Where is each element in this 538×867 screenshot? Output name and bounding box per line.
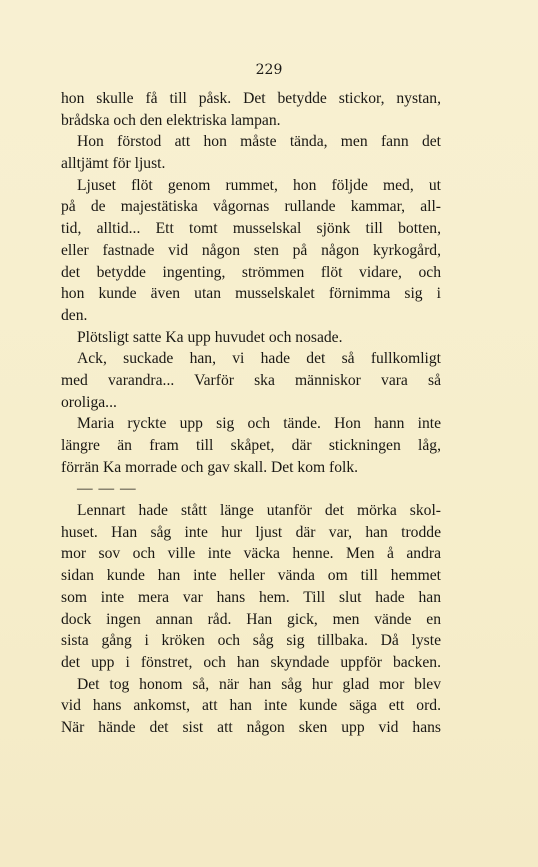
- text-line: längre än fram till skåpet, där stickningen låg,: [61, 437, 441, 454]
- text-line: hon skulle få till påsk. Det betydde stickor, nystan,: [61, 90, 441, 107]
- text-line: den.: [61, 306, 88, 324]
- text-line: oroliga...: [61, 393, 117, 411]
- text-line: eller fastnade vid någon sten på någon kyrkogård,: [61, 241, 441, 259]
- text-line: Maria ryckte upp sig och tände. Hon hann inte: [77, 415, 441, 433]
- text-line: hon kunde även utan musselskalet förnimma sig i: [61, 285, 441, 303]
- text-line: som inte mera var hans hem. Till slut hade han: [61, 588, 441, 606]
- text-line: förrän Ka morrade och gav skall. Det kom folk.: [61, 458, 359, 476]
- text-line: alltjämt för ljust.: [61, 155, 166, 173]
- body-text: [61, 88, 441, 739]
- text-line: det betydde ingenting, strömmen flöt vidare, och: [61, 263, 441, 281]
- page-number: 229: [255, 62, 283, 78]
- text-line: sidan kunde han inte heller vända om till hemmet: [61, 567, 441, 585]
- text-line: sista gång i kröken och såg sig tillbaka. Då lyste: [61, 632, 441, 650]
- text-line: Ack, suckade han, vi hade det så fullkomligt: [77, 350, 441, 368]
- text-line: brådska och den elektriska lampan.: [61, 111, 281, 129]
- text-line: Hon förstod att hon måste tända, men fann det: [77, 133, 441, 151]
- text-line: tid, alltid... Ett tomt musselskal sjönk till botten,: [61, 220, 441, 238]
- text-line: Ljuset flöt genom rummet, hon följde med, ut: [77, 176, 441, 194]
- text-line: på de majestätiska vågornas rullande kammar, all-: [61, 198, 441, 216]
- text-line: vid hans ankomst, att han inte kunde säga ett ord.: [61, 697, 441, 715]
- text-line: huset. Han såg inte hur ljust där var, han trodde: [61, 523, 441, 541]
- text-line: med varandra... Varför ska människor vara så: [61, 371, 441, 389]
- text-line: Lennart hade stått länge utanför det mörka skol-: [77, 502, 441, 520]
- section-separator: — — —: [77, 480, 137, 498]
- text-line: Det tog honom så, när han såg hur glad mor blev: [77, 675, 441, 693]
- text-line: När hände det sist att någon sken upp vid hans: [61, 718, 441, 736]
- text-line: mor sov och ville inte väcka henne. Men å andra: [61, 545, 441, 563]
- text-line: dock ingen annan råd. Han gick, men vände en: [61, 610, 441, 628]
- text-line: Plötsligt satte Ka upp huvudet och nosade.: [77, 328, 343, 346]
- text-line: det upp i fönstret, och han skyndade uppför backen.: [61, 653, 441, 671]
